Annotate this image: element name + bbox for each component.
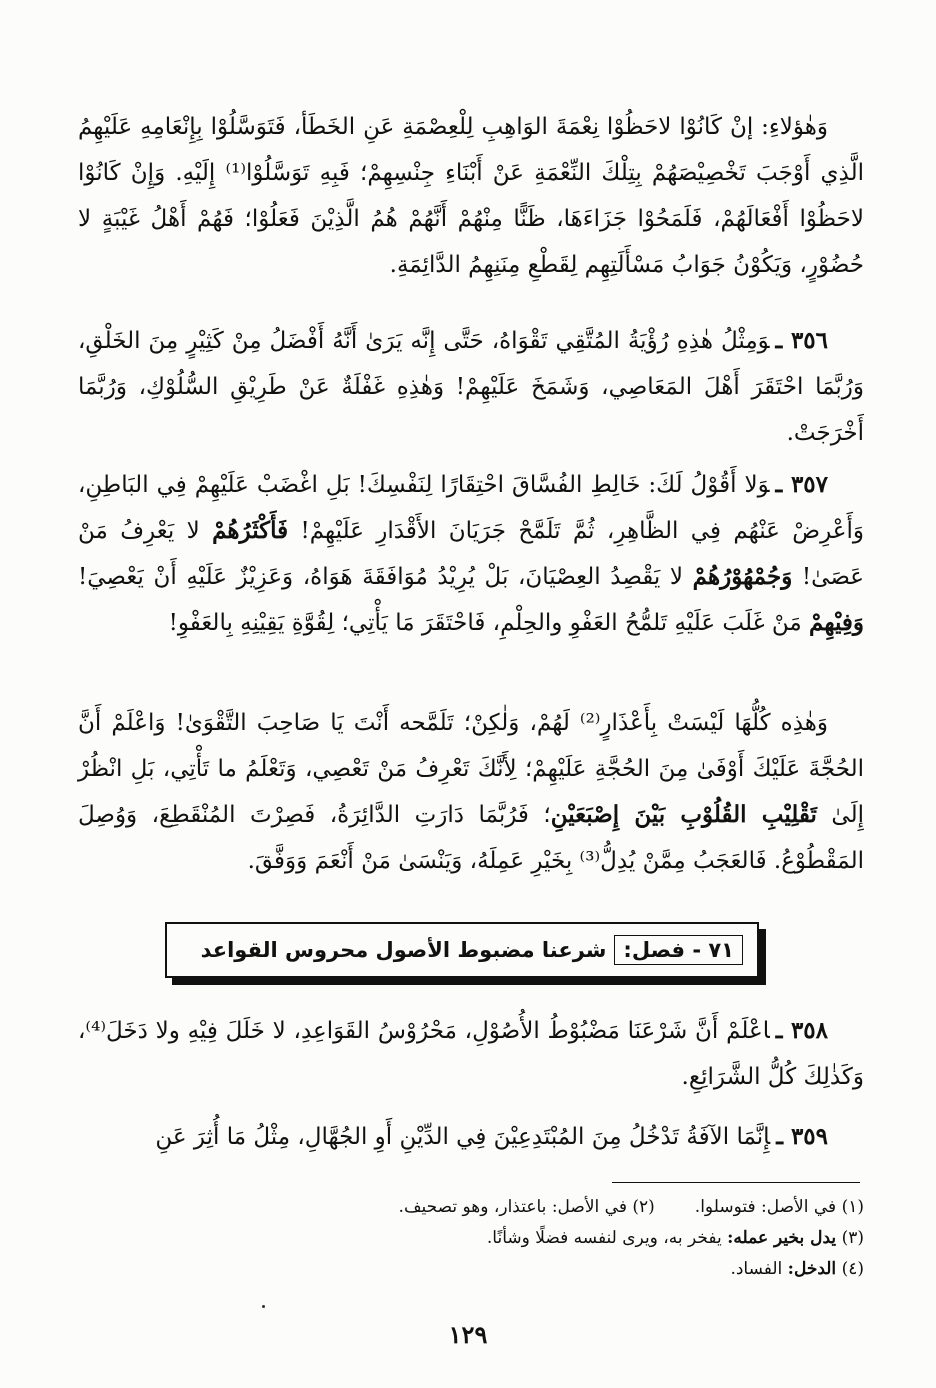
paragraph-body — [78, 1114, 864, 1160]
footnote-number: (٣) — [841, 1228, 864, 1248]
paragraph-358 — [78, 1008, 864, 1118]
paragraph-text: وَمِثْلُ هٰذِهِ رُؤْيَةُ المُتَّقِي تَقْوَاهُ، حَتَّى إِنَّه يَرَىٰ أَنَّهُ أَفْضَلُ مِنْ كَثِيْرٍ مِنَ الخَلْقِ، وَرُبَّمَا احْتَقَرَ أَهْلَ المَعَاصِي، وَشَمَخَ عَلَيْهِمْ! وَهٰذِهِ غَفْلَةٌ عَنْ طَرِيْقِ السُّلُوْكِ، وَرُبَّمَا أَخْرَجَتْ. — [78, 328, 864, 446]
section-heading — [165, 922, 759, 978]
footnotes — [78, 1192, 864, 1285]
paragraph-text: وَهٰؤلاءِ: إنْ كَانُوْا لاحَظُوْا نِعْمَةَ الوَاهِبِ لِلْعِصْمَةِ عَنِ الخَطَأ، فَتَوَسَّلُوْا بِإِنْعَامِهِ عَلَيْهِمُ الَّذِي أَوْجَبَ تَخْصِيْصَهُمْ بِتِلْكَ النِّعْمَةِ عَنْ أَبْنَاءِ جِنْسِهِمْ؛ فَبِهِ تَوَسَّلُوْا⁽¹⁾ إِلَيْهِ. وَإِنْ كَانُوْا لاحَظُوْا أَفْعَالَهُمْ، فَلَمَحُوْا جَزَاءَهَا، ظَنًّا مِنْهُمْ أَنَّهُمْ هُمُ الَّذِيْنَ فَعَلُوْا؛ فَهُمْ أَهْلُ غَيْبَةٍ لا حُضُوْرٍ، وَيَكُوْنُ جَوَابُ مَسْأَلَتِهِم لِقَطْعِ مِنَنِهِمُ الدَّائِمَةِ. — [78, 114, 864, 278]
paragraph-357 — [78, 462, 864, 664]
paragraph-number: ٣٥٨ ـ — [775, 1017, 828, 1044]
footnote-divider — [612, 1182, 860, 1183]
footnote-label: الدخل: — [787, 1259, 837, 1279]
paragraph-number: ٣٥٩ ـ — [776, 1123, 828, 1150]
print-speck — [262, 1305, 265, 1308]
footnote-row — [78, 1192, 864, 1223]
paragraph-text: وَلا أَقُوْلُ لَكَ: خَالِطِ الفُسَّاقَ احْتِقَارًا لِنَفْسِكَ! بَلِ اغْضَبْ عَلَيْهِمْ فِي البَاطِنِ، وَأَعْرِضْ عَنْهُم فِي الظَّاهِرِ، ثُمَّ تَلَمَّحْ جَرَيَانَ الأَقْدَارِ عَلَيْهِمْ! — [78, 472, 864, 544]
paragraph-body — [78, 318, 864, 456]
paragraph-number: ٣٥٧ ـ — [775, 471, 828, 498]
bold-term: تَقْلِيْبِ القُلُوْبِ بَيْنَ إِصْبَعَيْنِ — [550, 801, 817, 828]
footnote-text: الفساد. — [730, 1259, 783, 1279]
bold-term: وَفِيْهِمْ — [809, 609, 864, 636]
paragraph-body — [78, 1008, 864, 1100]
paragraph-number: ٣٥٦ ـ — [775, 327, 828, 354]
paragraph-text: إِنَّمَا الآفَةُ تَدْخُلُ مِنَ المُبْتَدِعِيْنَ فِي الدِّيْنِ أَوِ الجُهَّالِ، مِثْلُ مَا أُثِرَ عَنِ — [155, 1124, 771, 1150]
page-number: ١٢٩ — [448, 1320, 488, 1349]
footnote-number: (٤) — [841, 1259, 864, 1279]
footnote-1: (١) في الأصل: فتوسلوا. — [694, 1197, 864, 1217]
footnote-label: يدل بخير عمله: — [727, 1228, 837, 1248]
paragraph-356 — [78, 318, 864, 474]
footnote-4 — [78, 1254, 864, 1285]
paragraph-body — [78, 462, 864, 646]
paragraph-intro — [78, 104, 864, 306]
paragraph-text: اعْلَمْ أَنَّ شَرْعَنَا مَضْبُوْطُ الأُصُوْلِ، مَحْرُوْسُ القَوَاعِدِ، لا خَلَلَ فِيْهِ ولا دَخَلَ⁽⁴⁾، وَكَذٰلِكَ كُلُّ الشَّرَائِعِ. — [78, 1018, 864, 1090]
section-title: شرعنا مضبوط الأصول محروس القواعد — [200, 938, 607, 962]
paragraph-text: لا يَعْرِفُ مَنْ عَصَىٰ! — [78, 518, 865, 590]
footnote-3 — [78, 1223, 864, 1254]
footnote-text: يفخر به، ويرى لنفسه فضلًا وشأنًا. — [486, 1228, 722, 1248]
bold-term: وَجُمْهُوْرُهُمْ — [692, 563, 793, 590]
paragraph-text: ؛ فَرُبَّمَا دَارَتِ الدَّائِرَةُ، فَصِرْتَ المُنْقَطِعَ، وَوُصِلَ المَقْطُوْعُ. فَالعَجَبُ مِمَّنْ يُدِلُّ⁽³⁾ بِخَيْرِ عَمِلَهُ، وَيَنْسَىٰ مَنْ أَنْعَمَ وَوَفَّقَ. — [78, 802, 864, 874]
footnote-2: (٢) في الأصل: باعتذار، وهو تصحيف. — [398, 1197, 655, 1217]
paragraph-text: مَنْ غَلَبَ عَلَيْهِ تَلمُّحُ العَفْوِ والحِلْمِ، فَاحْتَقَرَ مَا يَأْتِي؛ لِقُوَّةِ يَقِيْنِهِ بِالعَفْوِ! — [168, 610, 802, 636]
paragraph-text: وَهٰذِه كُلُّهَا لَيْسَتْ بِأَعْذَارٍ⁽²⁾ لَهُمْ، وَلٰكِنْ؛ تَلَمَّحه أَنْتَ يَا صَاحِبَ التَّقْوَىٰ! وَاعْلَمْ أَنَّ الحُجَّةَ عَلَيْكَ أَوْفَىٰ مِنَ الحُجَّةِ عَلَيْهِمْ؛ لِأَنَّكَ تَعْرِفُ مَنْ تَعْصِي، وَتَعْلَمُ ما تَأْتِي، بَلِ انْظُرْ إِلَىٰ — [78, 710, 864, 828]
paragraph-continuation — [78, 700, 864, 902]
bold-term: فَأَكْثَرُهُمْ — [212, 517, 289, 544]
paragraph-body — [78, 700, 864, 884]
section-label: ٧١ - فصل: — [614, 935, 743, 965]
paragraph-359 — [78, 1114, 864, 1178]
paragraph-text: لا يَقْصِدُ العِصْيَانَ، بَلْ يُرِيْدُ مُوَافَقَةَ هَوَاهُ، وَعَزِيْزٌ عَلَيْهِ أَنْ يَعْصِيَ! — [78, 564, 684, 590]
